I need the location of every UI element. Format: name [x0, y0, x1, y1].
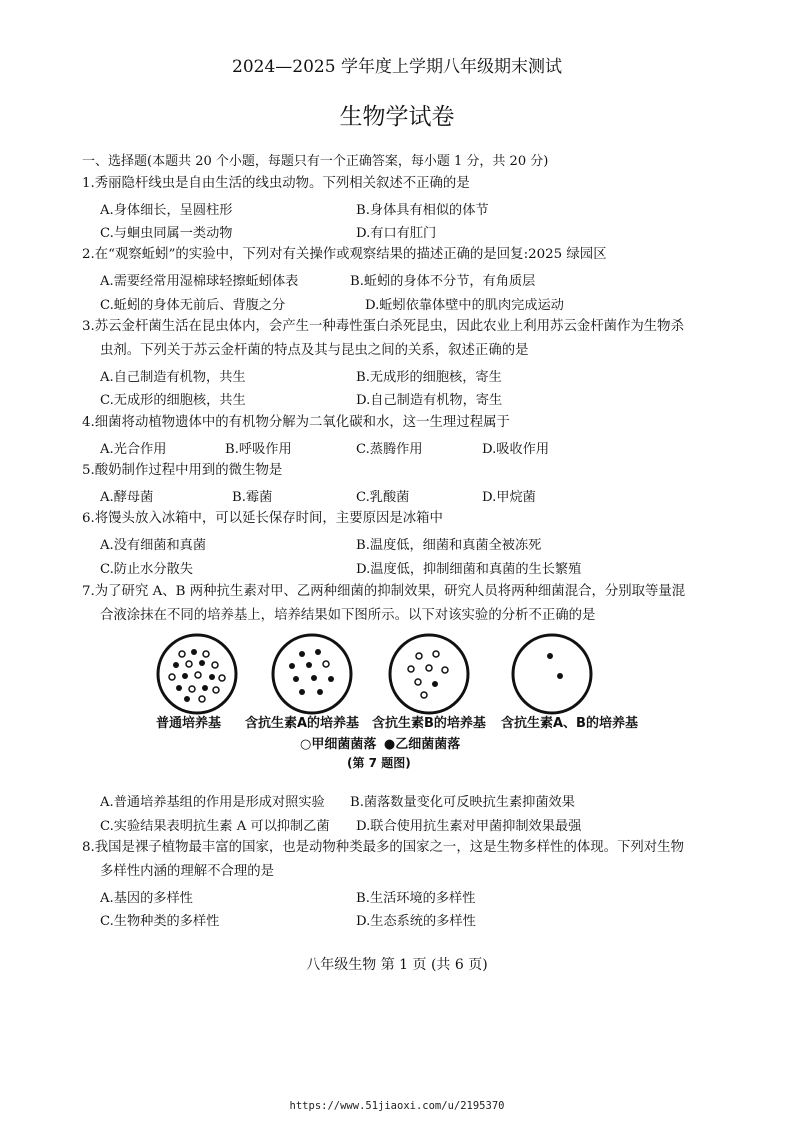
question-4-option-b: B.呼吸作用 [225, 442, 292, 457]
question-6-option-c: C.防止水分散失 [100, 562, 193, 577]
question-8-stem-line-1: 8.我国是裸子植物最丰富的国家，也是动物种类最多的国家之一，这是生物多样性的体现。下列对生物 [82, 840, 684, 855]
question-5-option-d: D.甲烷菌 [482, 490, 536, 505]
question-1-option-b: B.身体具有相似的体节 [356, 203, 489, 218]
question-4-option-d: D.吸收作用 [482, 442, 550, 457]
question-6-option-b: B.温度低，细菌和真菌全被冻死 [356, 538, 542, 553]
question-1-stem: 1.秀丽隐杆线虫是自由生活的线虫动物。下列相关叙述不正确的是 [82, 176, 470, 191]
question-2-option-d: D.蚯蚓依靠体壁中的肌肉完成运动 [365, 298, 564, 313]
question-3-option-d: D.自己制造有机物，寄生 [356, 393, 503, 408]
question-3-option-c: C.无成形的细胞核，共生 [100, 393, 246, 408]
petri-dish-antibiotic-ab [513, 635, 591, 713]
figure-legend [300, 733, 460, 752]
legend-filled-circle-icon: ● [383, 737, 396, 752]
question-7-option-c: C.实验结果表明抗生素 A 可以抑制乙菌 [100, 819, 330, 834]
question-8-option-d: D.生态系统的多样性 [356, 914, 476, 929]
question-5-option-a: A.酵母菌 [100, 490, 154, 505]
question-4-option-c: C.蒸腾作用 [356, 442, 423, 457]
dish-label-plain: 普通培养基 [156, 716, 222, 731]
question-6-option-a: A.没有细菌和真菌 [100, 538, 207, 553]
question-4-option-a: A.光合作用 [100, 442, 167, 457]
exam-subtitle: 生物学试卷 [339, 104, 455, 130]
question-6-option-d: D.温度低，抑制细菌和真菌的生长繁殖 [356, 562, 582, 577]
question-2-stem: 2.在“观察蚯蚓”的实验中，下列对有关操作或观察结果的描述正确的是回复:2025 绿园区 [82, 247, 607, 262]
question-7-option-d: D.联合使用抗生素对甲菌抑制效果最强 [356, 819, 582, 834]
question-8-stem-line-2: 多样性内涵的理解不合理的是 [100, 864, 275, 879]
question-7-stem-line-1: 7.为了研究 A、B 两种抗生素对甲、乙两种细菌的抑制效果，研究人员将两种细菌混合，分别取等量混 [82, 584, 686, 599]
page-footer: 八年级生物 第 1 页 (共 6 页) [306, 957, 488, 973]
question-1-option-a: A.身体细长，呈圆柱形 [100, 203, 233, 218]
dish-label-antibiotic-ab: 含抗生素A、B的培养基 [501, 716, 638, 731]
question-3-option-b: B.无成形的细胞核，寄生 [356, 370, 502, 385]
question-7-figure [152, 632, 652, 772]
question-1-option-c: C.与蛔虫同属一类动物 [100, 226, 233, 241]
petri-dish-antibiotic-b [390, 635, 468, 713]
question-7-option-a: A.普通培养基组的作用是形成对照实验 [100, 795, 325, 810]
legend-open-circle-icon: ○ [300, 737, 312, 752]
petri-dish-antibiotic-a [273, 635, 351, 713]
question-7-stem-line-2: 合液涂抹在不同的培养基上，培养结果如下图所示。以下对该实验的分析不正确的是 [100, 608, 596, 623]
legend-jia: 甲细菌菌落 [311, 737, 377, 752]
question-3-option-a: A.自己制造有机物，共生 [100, 370, 246, 385]
question-7-option-b: B.菌落数量变化可反映抗生素抑菌效果 [350, 795, 575, 810]
question-3-stem-line-2: 虫剂。下列关于苏云金杆菌的特点及其与昆虫之间的关系，叙述正确的是 [100, 343, 529, 358]
question-3-stem-line-1: 3.苏云金杆菌生活在昆虫体内，会产生一种毒性蛋白杀死昆虫，因此农业上利用苏云金杆菌作为生物杀 [82, 319, 684, 334]
dish-label-antibiotic-b: 含抗生素B的培养基 [372, 716, 486, 731]
petri-dish-plain [158, 635, 236, 713]
exam-title: 2024—2025 学年度上学期八年级期末测试 [232, 57, 562, 77]
question-5-option-c: C.乳酸菌 [356, 490, 410, 505]
question-2-option-a: A.需要经常用湿棉球轻擦蚯蚓体表 [100, 274, 299, 289]
question-2-option-c: C.蚯蚓的身体无前后、背腹之分 [100, 298, 286, 313]
question-4-stem: 4.细菌将动植物遗体中的有机物分解为二氧化碳和水，这一生理过程属于 [82, 415, 510, 430]
watermark-url: https://www.51jiaoxi.com/u/2195370 [289, 1100, 505, 1112]
figure-caption: (第 7 题图) [347, 756, 411, 770]
question-8-option-a: A.基因的多样性 [100, 891, 193, 906]
question-5-stem: 5.酸奶制作过程中用到的微生物是 [82, 463, 283, 478]
question-8-option-c: C.生物种类的多样性 [100, 914, 220, 929]
question-6-stem: 6.将馒头放入冰箱中，可以延长保存时间，主要原因是冰箱中 [82, 511, 443, 526]
legend-yi: 乙细菌菌落 [395, 737, 461, 752]
question-2-option-b: B.蚯蚓的身体不分节，有角质层 [350, 274, 536, 289]
section-heading: 一、选择题(本题共 20 个小题，每题只有一个正确答案，每小题 1 分，共 20 分) [82, 154, 549, 169]
petri-dishes [152, 632, 652, 722]
question-8-option-b: B.生活环境的多样性 [356, 891, 476, 906]
dish-label-antibiotic-a: 含抗生素A的培养基 [245, 716, 360, 731]
question-1-option-d: D.有口有肛门 [356, 226, 437, 241]
question-5-option-b: B.霉菌 [232, 490, 273, 505]
